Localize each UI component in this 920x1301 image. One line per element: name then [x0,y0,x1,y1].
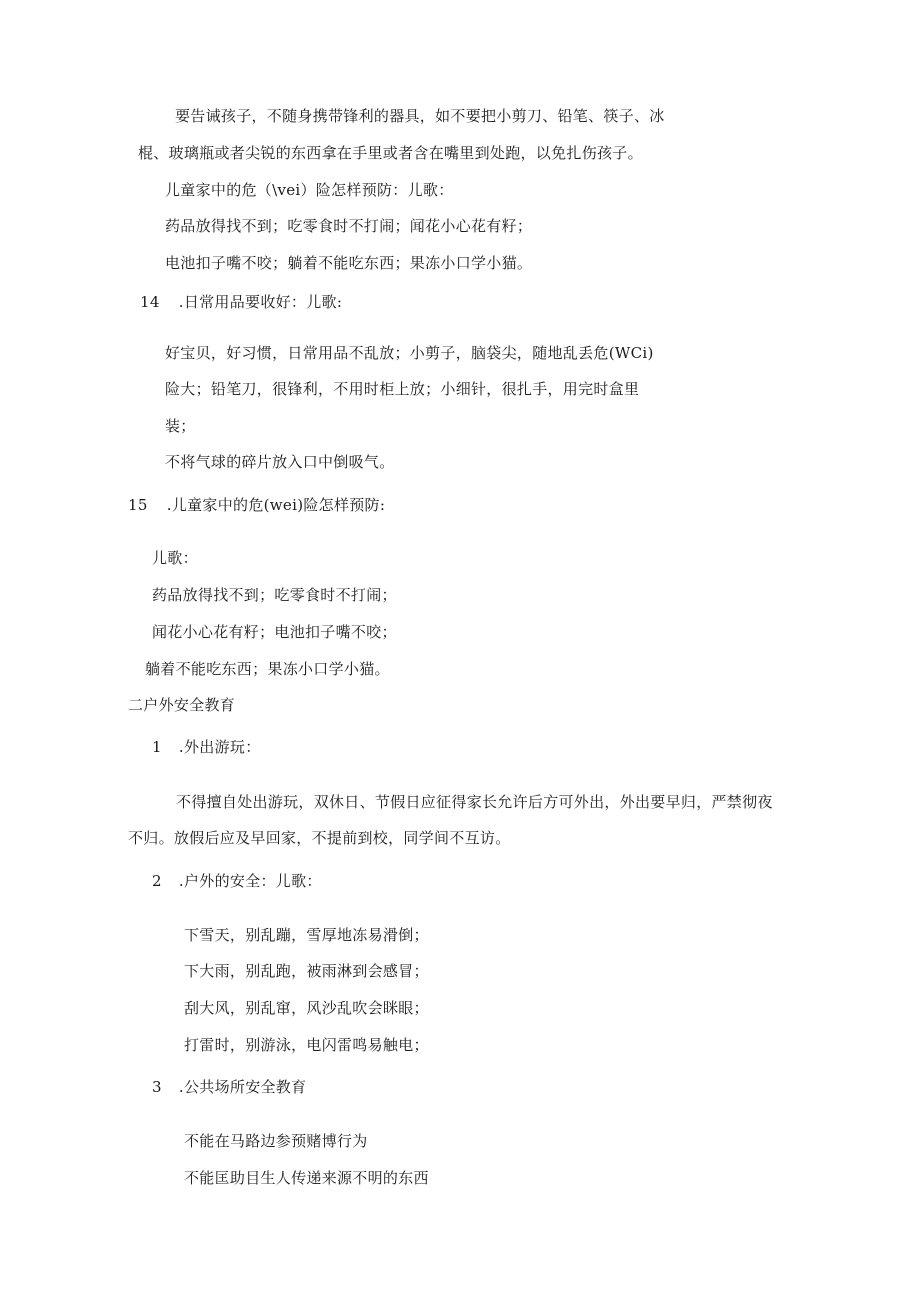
paragraph-line: 儿童家中的危（\vei）险怎样预防：儿歌： [165,181,454,199]
section-heading: 二户外安全教育 [128,696,236,714]
item-14-heading [140,292,342,312]
item-1-line: 不得擅自处出游玩，双休日、节假日应征得家长允许后方可外出，外出要早归，严禁彻夜 [176,793,773,811]
item-title: .日常用品要收好：儿歌: [178,293,343,311]
item-number: 1 [152,738,162,756]
item-2-line: 下雪天，别乱蹦，雪厚地冻易滑倒； [184,926,429,944]
item-2-line: 下大雨，别乱跑，被雨淋到会感冒； [184,962,429,980]
item-1-line: 不归。放假后应及早回家，不提前到校，同学间不互访。 [128,829,511,847]
item-15-line: 躺着不能吃东西；果冻小口学小猫。 [145,660,390,678]
item-15-line: 闻花小心花有籽；电池扣子嘴不咬； [152,623,397,641]
item-number: 15 [128,496,148,514]
item-title: .儿童家中的危(wei)险怎样预防: [166,496,386,514]
item-2-line: 刮大风，别乱窜，风沙乱吹会眯眼； [184,999,429,1017]
item-title: .外出游玩： [178,738,261,756]
item-2-line: 打雷时，别游泳，电闪雷鸣易触电； [184,1036,429,1054]
item-2-heading [152,871,322,891]
paragraph-line: 药品放得找不到；吃零食时不打闹；闻花小心花有籽； [165,217,533,235]
item-3-line: 不能匡助目生人传递来源不明的东西 [184,1169,429,1187]
item-number: 3 [152,1078,162,1096]
item-title: .户外的安全：儿歌： [178,872,322,890]
item-15-heading [128,495,385,515]
item-number: 2 [152,872,162,890]
paragraph-line: 棍、玻璃瓶或者尖锐的东西拿在手里或者含在嘴里到处跑，以免扎伤孩子。 [138,144,643,162]
item-number: 14 [140,293,160,311]
item-15-line: 儿歌： [152,549,198,567]
item-14-line: 好宝贝，好习惯，日常用品不乱放；小剪子，脑袋尖，随地乱丢危(WCi) [165,344,654,362]
paragraph-line: 要告诫孩子，不随身携带锋利的器具，如不要把小剪刀、铅笔、筷子、冰 [175,107,665,125]
item-14-line: 装； [165,417,196,435]
item-title: .公共场所安全教育 [178,1078,307,1096]
item-14-line: 不将气球的碎片放入口中倒吸气。 [165,453,395,471]
item-14-line: 险大；铅笔刀，很锋利，不用时柜上放；小细针，很扎手，用完时盒里 [165,380,640,398]
item-3-heading [152,1077,306,1097]
paragraph-line: 电池扣子嘴不咬；躺着不能吃东西；果冻小口学小猫。 [165,254,533,272]
item-1-heading [152,737,261,757]
item-3-line: 不能在马路边参预赌博行为 [184,1132,368,1150]
item-15-line: 药品放得找不到；吃零食时不打闹； [152,586,397,604]
